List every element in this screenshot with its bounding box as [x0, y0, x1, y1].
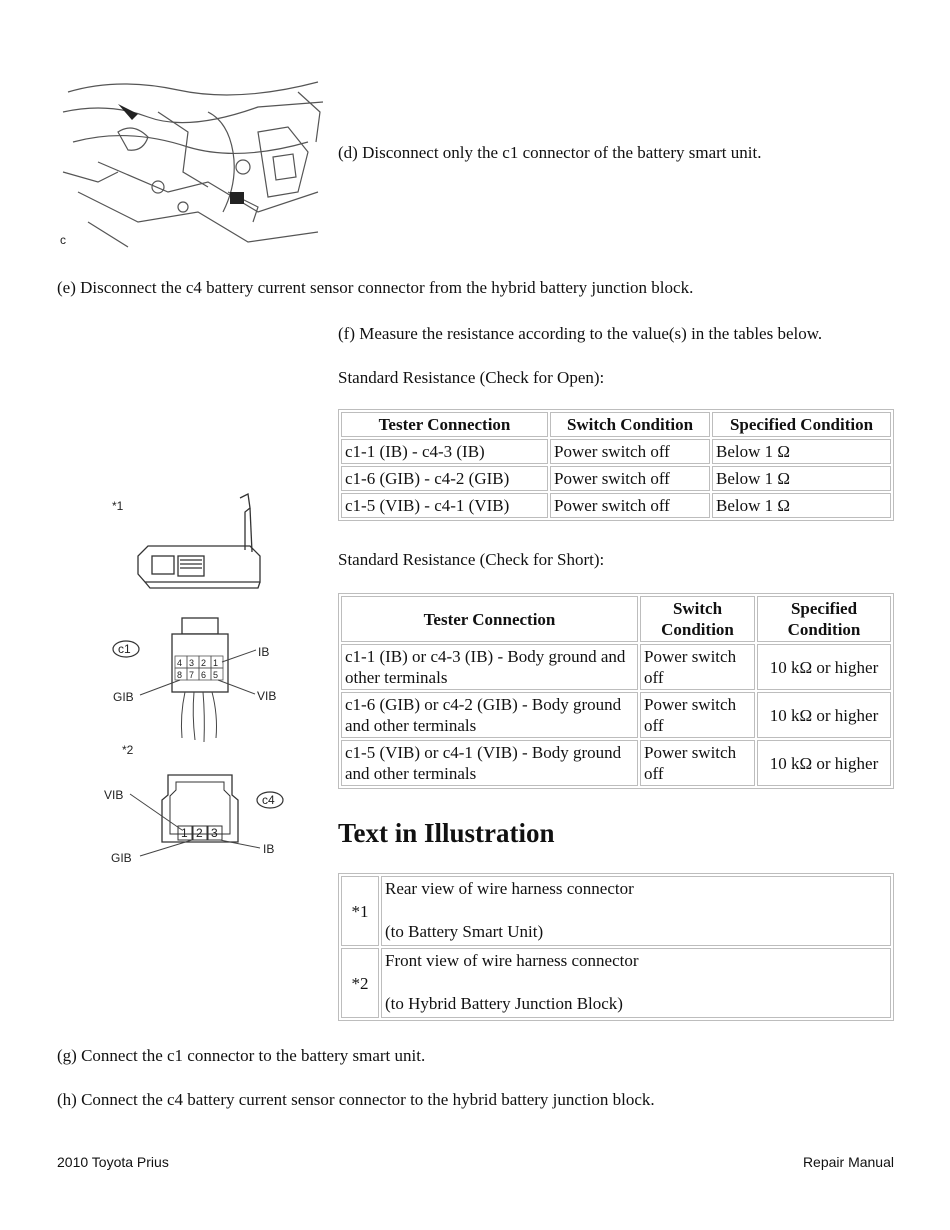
description-line1: Rear view of wire harness connector — [385, 879, 634, 898]
table-row — [341, 692, 891, 738]
c4-pin: 1 — [181, 826, 188, 840]
c1-pin: 7 — [189, 670, 195, 680]
cell-specified-condition: 10 kΩ or higher — [757, 644, 891, 690]
table-row — [341, 876, 891, 946]
c4-pin: 2 — [196, 826, 203, 840]
step-h: (h) Connect the c4 battery current sensor connector to the hybrid battery junction block. — [57, 1090, 655, 1109]
cell-description — [381, 876, 891, 946]
figure1-corner-label: c — [60, 233, 66, 247]
short-resistance-table — [338, 593, 894, 789]
cell-key: *1 — [341, 876, 379, 946]
footer-right: Repair Manual — [802, 1154, 894, 1170]
header-specified-condition: Specified Condition — [712, 412, 891, 437]
description-line1: Front view of wire harness connector — [385, 951, 639, 970]
cell-switch-condition: Power switch off — [550, 439, 710, 464]
c1-pin: 3 — [189, 658, 195, 668]
cell-tester-connection: c1-6 (GIB) or c4-2 (GIB) - Body ground and other terminals — [341, 692, 638, 738]
table-row — [341, 948, 891, 1018]
illustration-text-table — [338, 873, 894, 1021]
cell-switch-condition: Power switch off — [640, 644, 755, 690]
table-header-row — [341, 596, 891, 642]
table-row — [341, 644, 891, 690]
c1-pin: 1 — [213, 658, 219, 668]
cell-key: *2 — [341, 948, 379, 1018]
star1-label: *1 — [112, 499, 124, 513]
cell-tester-connection: c1-1 (IB) or c4-3 (IB) - Body ground and other terminals — [341, 644, 638, 690]
footer-left: 2010 Toyota Prius — [57, 1154, 169, 1170]
cell-description — [381, 948, 891, 1018]
cell-switch-condition: Power switch off — [640, 692, 755, 738]
cell-tester-connection: c1-5 (VIB) or c4-1 (VIB) - Body ground and other terminals — [341, 740, 638, 786]
battery-smart-unit-drawing — [138, 494, 260, 588]
cell-specified-condition: Below 1 Ω — [712, 466, 891, 491]
cell-switch-condition: Power switch off — [640, 740, 755, 786]
cell-tester-connection: c1-1 (IB) - c4-3 (IB) — [341, 439, 548, 464]
table-row — [341, 466, 891, 491]
c4-tag: c4 — [262, 793, 275, 807]
c4-connector-drawing — [104, 775, 283, 865]
c1-gib-label: GIB — [113, 690, 134, 704]
cell-switch-condition: Power switch off — [550, 466, 710, 491]
c1-pin: 4 — [177, 658, 183, 668]
header-switch-condition: Switch Condition — [550, 412, 710, 437]
cell-tester-connection: c1-6 (GIB) - c4-2 (GIB) — [341, 466, 548, 491]
c4-ib-label: IB — [263, 842, 275, 856]
table-row — [341, 493, 891, 518]
header-tester-connection: Tester Connection — [341, 596, 638, 642]
cell-specified-condition: 10 kΩ or higher — [757, 692, 891, 738]
c1-tag: c1 — [118, 642, 131, 656]
star2-label: *2 — [122, 743, 134, 757]
engine-bay-illustration — [58, 72, 326, 252]
table-row — [341, 740, 891, 786]
c1-pin: 6 — [201, 670, 207, 680]
c1-pin: 8 — [177, 670, 183, 680]
c4-pin: 3 — [211, 826, 218, 840]
cell-tester-connection: c1-5 (VIB) - c4-1 (VIB) — [341, 493, 548, 518]
cell-specified-condition: 10 kΩ or higher — [757, 740, 891, 786]
c1-vib-label: VIB — [257, 689, 277, 703]
step-e: (e) Disconnect the c4 battery current sensor connector from the hybrid battery junction block. — [57, 278, 694, 297]
short-check-caption: Standard Resistance (Check for Short): — [338, 550, 605, 569]
step-f: (f) Measure the resistance according to the value(s) in the tables below. — [338, 324, 823, 343]
c1-pin: 5 — [213, 670, 219, 680]
cell-switch-condition: Power switch off — [550, 493, 710, 518]
step-d: (d) Disconnect only the c1 connector of the battery smart unit. — [338, 143, 762, 162]
illustration-heading: Text in Illustration — [338, 818, 555, 848]
c1-connector-drawing — [113, 618, 276, 742]
table-row — [341, 439, 891, 464]
header-specified-condition: Specified Condition — [757, 596, 891, 642]
open-resistance-table — [338, 409, 894, 521]
cell-specified-condition: Below 1 Ω — [712, 493, 891, 518]
c1-ib-label: IB — [258, 645, 270, 659]
connector-diagram — [100, 490, 300, 870]
open-check-caption: Standard Resistance (Check for Open): — [338, 368, 605, 387]
c1-pin: 2 — [201, 658, 207, 668]
description-line2: (to Hybrid Battery Junction Block) — [385, 994, 623, 1013]
cell-specified-condition: Below 1 Ω — [712, 439, 891, 464]
header-tester-connection: Tester Connection — [341, 412, 548, 437]
header-switch-condition: Switch Condition — [640, 596, 755, 642]
description-line2: (to Battery Smart Unit) — [385, 922, 544, 941]
table-header-row — [341, 412, 891, 437]
c4-gib-label: GIB — [111, 851, 132, 865]
c4-vib-label: VIB — [104, 788, 124, 802]
step-g: (g) Connect the c1 connector to the battery smart unit. — [57, 1046, 426, 1065]
